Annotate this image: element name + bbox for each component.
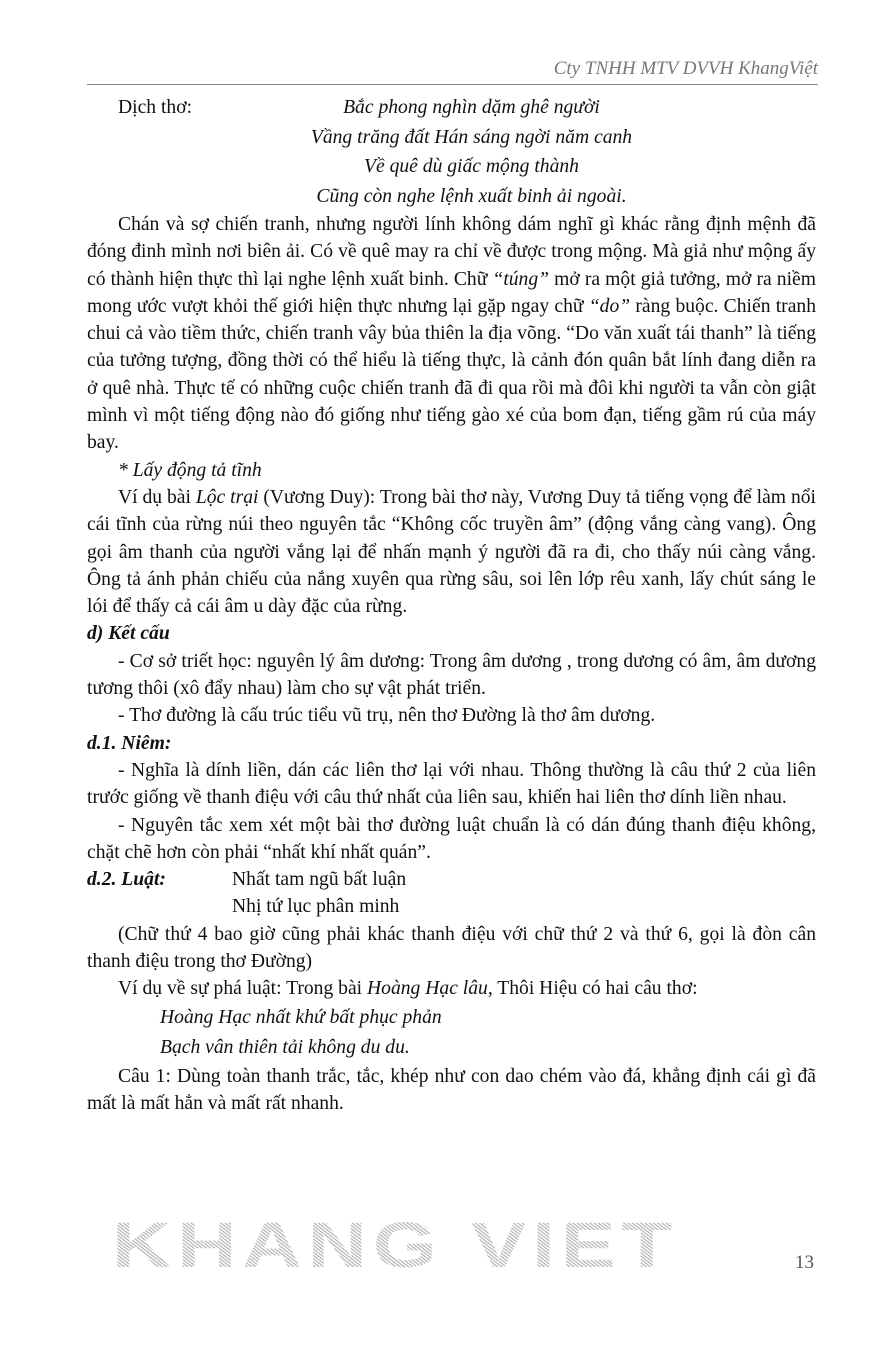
paragraph [87,211,816,457]
paragraph: - Nguyên tắc xem xét một bài thơ đường luật chuẩn là có dán đúng thanh điệu không, chặt chẽ hơn còn phải “nhất khí nhất quán”. [87,814,816,863]
poem-text: Cũng còn nghe lệnh xuất binh ải ngoài. [316,185,627,207]
page-body [87,93,816,1117]
poem-line [87,93,816,123]
poem-text: Về quê dù giấc mộng thành [364,156,579,177]
law-line: Nhị tứ lục phân minh [232,896,400,918]
text: Ví dụ về sự phá luật: Trong bài [118,978,368,1000]
text: Lộc trại [195,486,259,508]
law-row [87,893,816,920]
header-rule [87,84,818,85]
text: Thôi Hiệu có hai câu thơ: [492,978,698,1000]
khang-viet-watermark: KHANG VIET [112,1210,678,1282]
section-heading: d.1. Niêm: [87,732,172,754]
text: mở ra một giả tưởng, mở ra niềm mong ước vượt khỏi thế giới hiện thực nhưng lại gặp ngay chữ [87,268,816,317]
poem-line [87,123,816,153]
page-number: 13 [795,1252,814,1273]
example-verse: Bạch vân thiên tải không du du. [160,1036,410,1058]
paragraph: - Cơ sở triết học: nguyên lý âm dương: Trong âm dương , trong dương có âm, âm dương tương thôi (xô đẩy nhau) làm cho sự vật phát triển. [87,650,816,700]
paragraph: - Thơ đường là cấu trúc tiểu vũ trụ, nên thơ Đường là thơ âm dương. [118,705,656,727]
poem-text: Vầng trăng đất Hán sáng ngời năm canh [310,126,633,148]
text: Ví dụ bài [118,486,196,508]
text: (Vương Duy): Trong bài thơ này, Vương Duy tả tiếng vọng để làm nổi cái tĩnh của rừng núi theo nguyên tắc “Không cốc truyền âm” (động vắng càng vang). Ông gọi âm thanh của người vắng lại để nhấn mạnh ý người đã ra đi, cho thấy núi càng vắng. Ông tả ánh phản chiếu của nắng xuyên qua rừng sâu, soi lên lớp rêu xanh, lấy chút sáng le lói để thấy cả cái âm u dày đặc của rừng. [87,486,816,618]
law-row [87,866,816,893]
poem-label: Dịch thơ: [118,97,193,118]
paragraph [87,975,816,1002]
text: Hoàng Hạc lâu, [367,978,493,1000]
section-heading: d.2. Luật: [87,869,166,891]
section-heading: d) Kết cấu [87,623,170,645]
running-header: Cty TNHH MTV DVVH KhangViệt [553,58,818,79]
subheading: * Lấy động tả tĩnh [118,459,262,481]
text: Chán và sợ chiến tranh, nhưng người lính không dám nghĩ gì khác rằng định mệnh đã đóng đinh mình nơi biên ải. Có về quê may ra chỉ về được trong mộng. Mà giả như mộng ấy có thành hiện thực thì lại nghe lệnh xuất binh. Chữ [87,214,816,290]
paragraph [87,484,816,620]
text: “do” [588,295,631,317]
poem-text: Bắc phong nghìn dặm ghê người [343,97,600,118]
text: ràng buộc. Chiến tranh chui cả vào tiềm thức, chiến tranh vây bủa thiên la địa võng. “Do văn xuất tái thanh” là tiếng của tưởng tượng, đồng thời có thể hiểu là tiếng thực, là cảnh đón quân bắt lính đang diễn ra ở quê nhà. Thực tế có những cuộc chiến tranh đã đi qua rồi mà đôi khi người ta vẫn còn giật mình vì một tiếng động nào đó giống như tiếng gào xé của bom đạn, tiếng gầm rú của máy bay. [87,295,816,454]
poem-line [87,182,816,212]
text: “túng” [492,268,550,290]
paragraph: - Nghĩa là dính liền, dán các liên thơ lại với nhau. Thông thường là câu thứ 2 của liên trước giống về thanh điệu với câu thứ nhất của liên sau, khiến hai liên thơ dính liền nhau. [87,759,816,809]
paragraph: Câu 1: Dùng toàn thanh trắc, tắc, khép như con dao chém vào đá, khẳng định cái gì đã mất là mất hẳn và mất rất nhanh. [87,1065,816,1114]
paragraph: (Chữ thứ 4 bao giờ cũng phải khác thanh điệu với chữ thứ 2 và thứ 6, gọi là đòn cân thanh điệu trong thơ Đường) [87,923,816,973]
law-line: Nhất tam ngũ bất luận [232,869,407,891]
example-verse: Hoàng Hạc nhất khứ bất phục phản [160,1006,442,1028]
poem-line [87,152,816,182]
